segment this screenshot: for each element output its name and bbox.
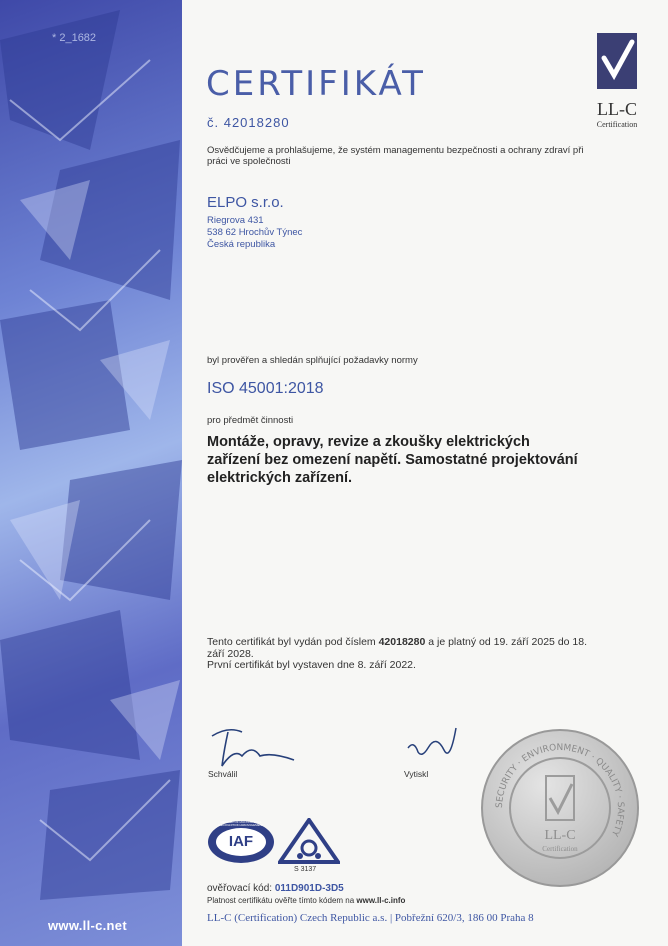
verification-code-label: ověřovací kód: — [207, 883, 275, 894]
logo-brand: LL-C — [597, 99, 637, 119]
footer-address: LL-C (Certification) Czech Republic a.s. | Pobřežní 620/3, 186 00 Praha 8 — [207, 912, 534, 924]
iaf-badge — [207, 820, 275, 864]
address-line: Riegrova 431 — [207, 215, 264, 226]
serial-code: * 2_1682 — [52, 32, 97, 44]
checkmark-logo-icon — [592, 30, 642, 92]
abstract-pattern — [0, 0, 182, 946]
seal-ring-textpath: SECURITY · ENVIRONMENT · QUALITY · SAFETY — [494, 742, 626, 838]
llc-logo — [592, 30, 642, 130]
verified-text: byl prověřen a shledán splňující požadavky normy — [207, 355, 418, 366]
verification-instructions — [207, 896, 405, 905]
address-line: 538 62 Hrochův Týnec — [207, 227, 303, 238]
cai-number: S 3137 — [294, 866, 317, 873]
seal-brand: LL-C — [544, 828, 576, 843]
verification-code — [207, 883, 344, 894]
approved-label: Schválil — [208, 769, 238, 779]
iso-standard: ISO 45001:2018 — [207, 380, 324, 397]
validity-block — [207, 637, 607, 672]
company-address — [207, 215, 302, 251]
scope-text: Montáže, opravy, revize a zkoušky elektrických zařízení bez omezení napětí. Samostatné projektování elektrických zařízení. — [207, 434, 578, 486]
verification-code-value: 011D901D-3D5 — [274, 883, 344, 894]
statement-text: Osvědčujeme a prohlašujeme, že systém managementu bezpečnosti a ochrany zdraví při práci ve společnosti — [207, 145, 584, 167]
validity-number: 42018280 — [378, 636, 426, 648]
signature-printed — [404, 722, 464, 766]
iaf-ring-text: MEMBER OF MULTILATERAL RECOGNITION ARRANGEMENT — [218, 820, 264, 828]
signature-approved — [208, 724, 298, 772]
website-url: www.ll-c.net — [48, 918, 127, 933]
certificate-title: CERTIFIKÁT — [206, 64, 426, 104]
iaf-text: IAF — [228, 833, 254, 850]
certificate-number: č. 42018280 — [207, 115, 290, 130]
accreditation-triangle-icon — [278, 818, 340, 864]
embossed-seal — [480, 728, 640, 888]
printed-label: Vytiskl — [404, 769, 429, 779]
verification-site: www.ll-c.info — [356, 896, 406, 905]
first-issue: První certifikát byl vystaven dne 8. září 2022. — [207, 659, 416, 671]
validity-pre: Tento certifikát byl vydán pod číslem — [207, 636, 379, 648]
validity-post: a je platný od 19. září 2025 do 18. září 2028. — [207, 636, 588, 660]
company-name: ELPO s.r.o. — [207, 194, 284, 211]
verification-pre: Platnost certifikátu ověřte tímto kódem na — [207, 896, 357, 905]
address-line: Česká republika — [207, 239, 276, 250]
scope-label: pro předmět činnosti — [207, 415, 294, 426]
logo-sub: Certification — [596, 120, 638, 129]
decorative-side-band — [0, 0, 182, 946]
seal-sub: Certification — [542, 845, 578, 853]
seal-icon — [480, 728, 640, 888]
